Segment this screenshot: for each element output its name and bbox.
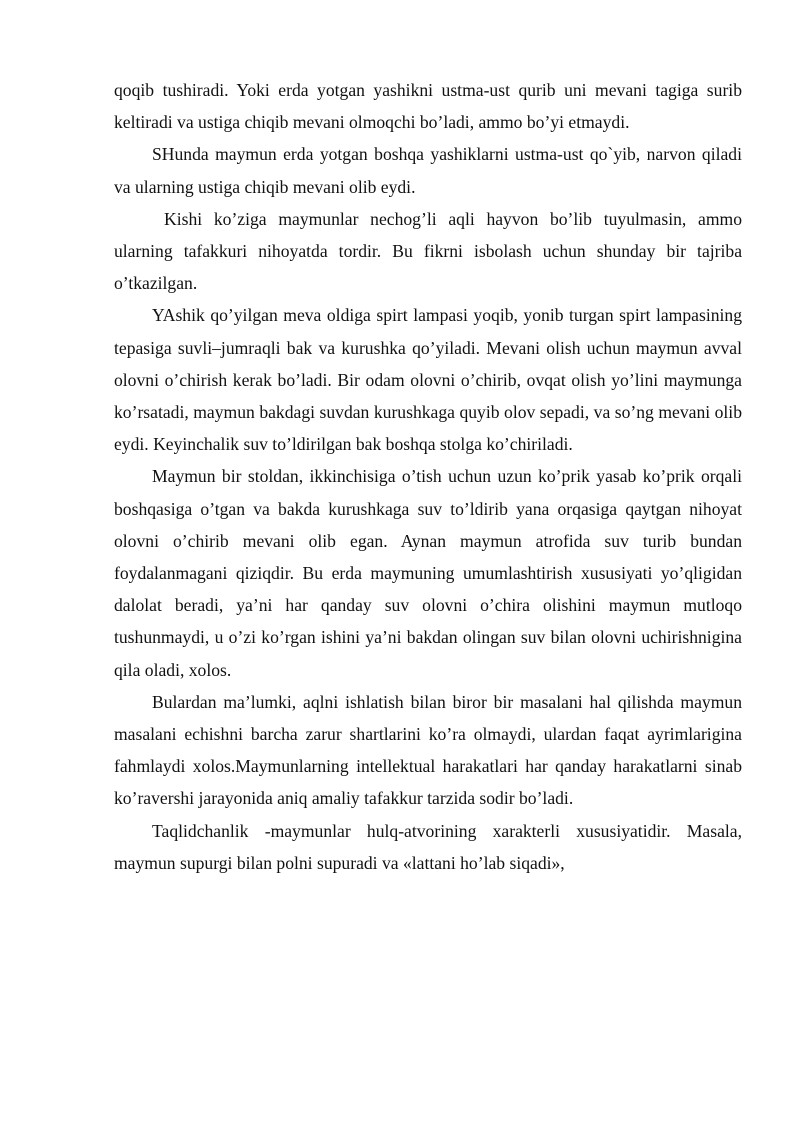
document-page <box>114 74 742 879</box>
paragraph-5: Maymun bir stoldan, ikkinchisiga o’tish uchun uzun ko’prik yasab ko’prik orqali boshqasiga o’tgan va bakda kurushkaga suv to’ldirib yana orqasiga qaytgan nihoyat olovni o’chirib mevani olib egan. Aynan maymun atrofida suv turib bundan foydalanmagani qiziqdir. Bu erda maymuning umumlashtirish xususiyati yo’qligidan dalolat beradi, ya’ni har qanday suv olovni o’chira olishini maymun mutloqo tushunmaydi, u o’zi ko’rgan ishini ya’ni bakdan olingan suv bilan olovni uchirishnigina qila oladi, xolos. <box>114 466 742 680</box>
paragraph-2: SHunda maymun erda yotgan boshqa yashiklarni ustma-ust qo`yib, narvon qiladi va ularning ustiga chiqib mevani olib eydi. <box>114 144 742 197</box>
paragraph-7: Taqlidchanlik -maymunlar hulq-atvorining xarakterli xususiyatidir. Masala, maymun supurgi bilan polni supuradi va «lattani ho’lab siqadi», <box>114 820 742 873</box>
paragraph-3: Kishi ko’ziga maymunlar nechog’li aqli hayvon bo’lib tuyulmasin, ammo ularning tafakkuri nihoyatda tordir. Bu fikrni isbolash uchun shunday bir tajriba o’tkazilgan. <box>114 208 742 294</box>
paragraph-4: YAshik qo’yilgan meva oldiga spirt lampasi yoqib, yonib turgan spirt lampasining tepasiga suvli–jumraqli bak va kurushka qo’yiladi. Mevani olish uchun maymun avval olovni o’chirish kerak bo’ladi. Bir odam olovni o’chirib, ovqat olish yo’lini maymunga ko’rsatadi, maymun bakdagi suvdan kurushkaga quyib olov sepadi, va so’ng mevani olib eydi. Keyinchalik suv to’ldirilgan bak boshqa stolga ko’chiriladi. <box>114 305 742 455</box>
paragraph-1: qoqib tushiradi. Yoki erda yotgan yashikni ustma-ust qurib uni mevani tagiga surib keltiradi va ustiga chiqib mevani olmoqchi bo’ladi, ammo bo’yi etmaydi. <box>114 80 742 133</box>
paragraph-6: Bulardan ma’lumki, aqlni ishlatish bilan biror bir masalani hal qilishda maymun masalani echishni barcha zarur shartlarini ko’ra olmaydi, ulardan faqat ayrimlarigina fahmlaydi xolos.Maymunlarning intellektual harakatlari har qanday harakatlarni sinab ko’ravershi jarayonida aniq amaliy tafakkur tarzida sodir bo’ladi. <box>114 691 742 809</box>
